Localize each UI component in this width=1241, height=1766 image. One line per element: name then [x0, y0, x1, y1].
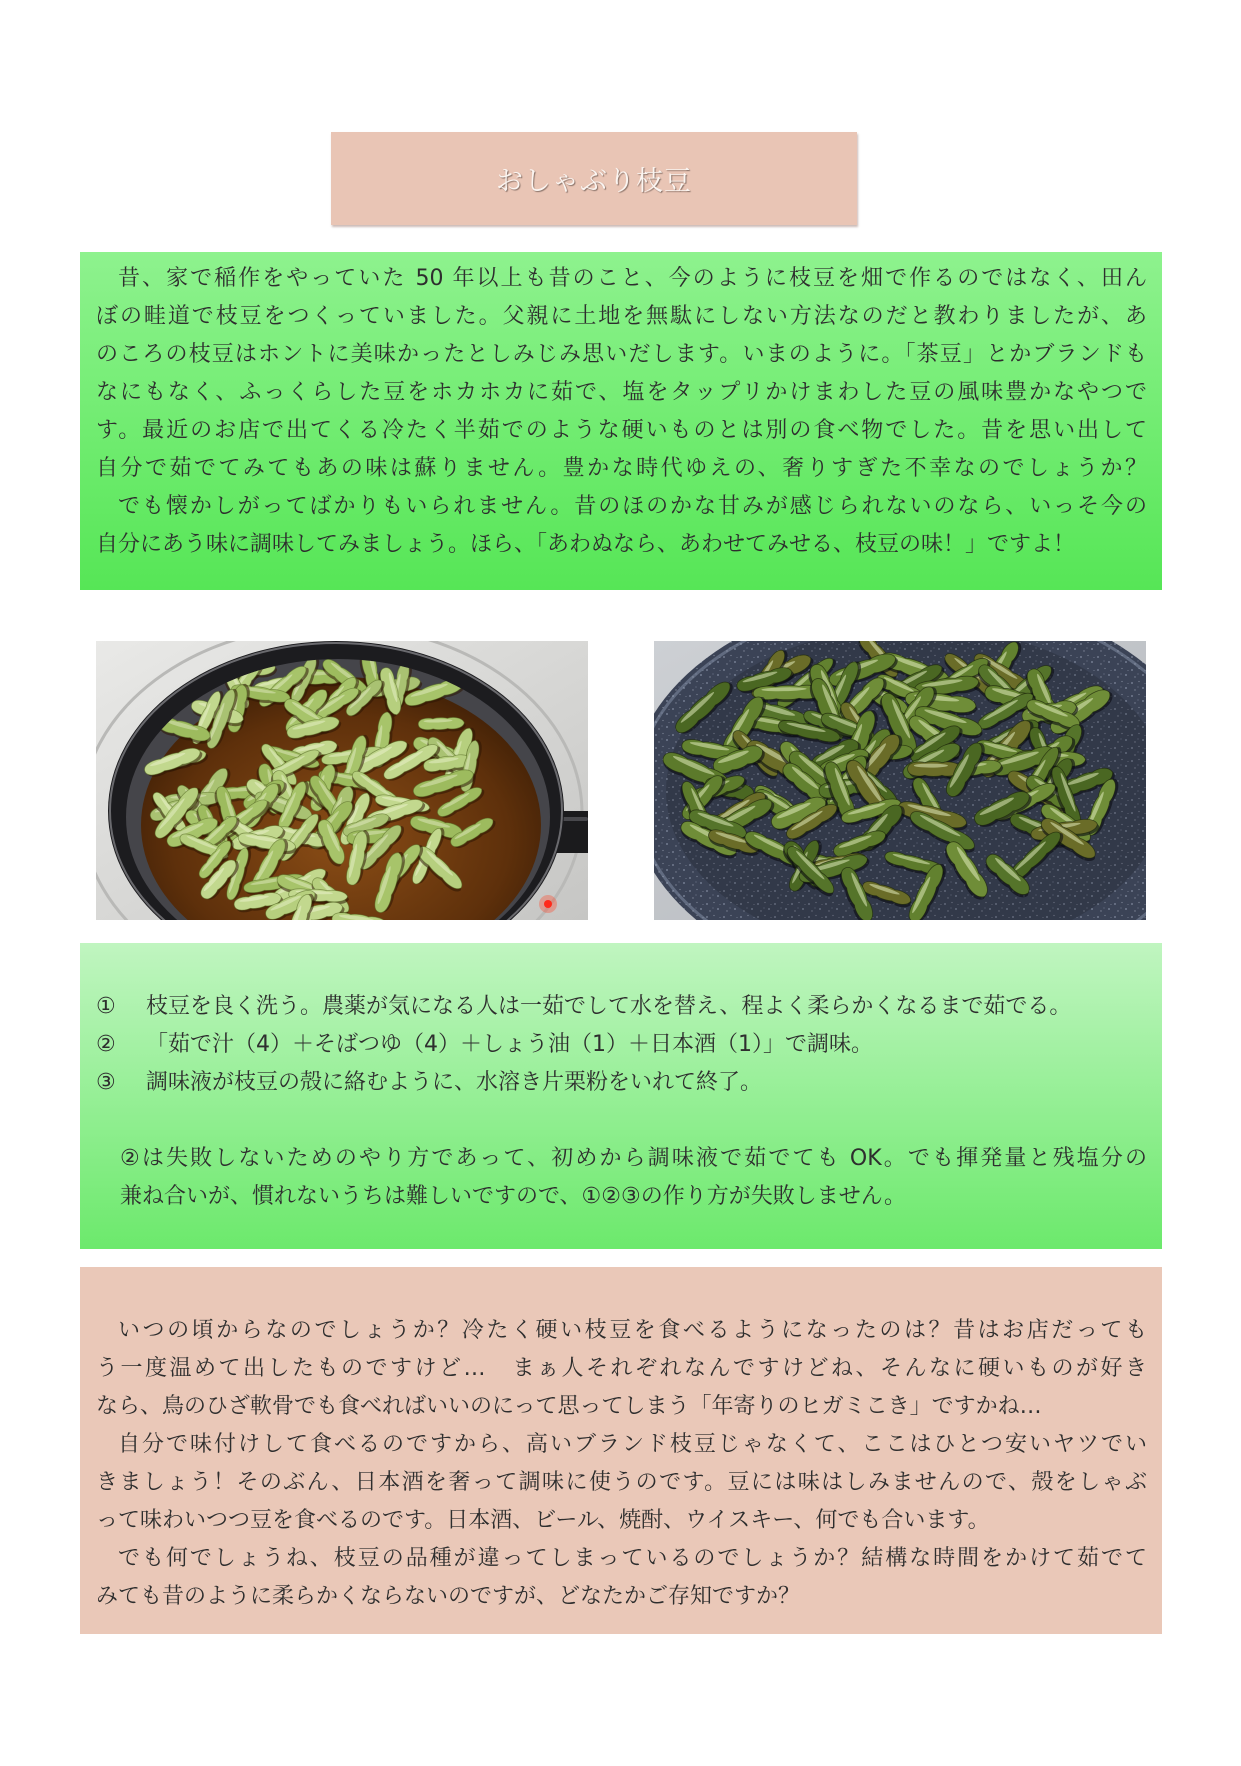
recipe-step [96, 1064, 1147, 1102]
step-number: ① [96, 994, 116, 1019]
essay-line: でも何でしょうね、枝豆の品種が違ってしまっているのでしょうか？結構な時間をかけて茹でて [118, 1546, 1147, 1571]
essay-line: う一度温めて出したものですけど… まぁ人それぞれなんですけどね、そんなに硬いものが好き [96, 1356, 1147, 1381]
recipe-note [120, 1140, 1147, 1216]
indicator-light [544, 900, 552, 908]
intro-panel [80, 252, 1162, 590]
intro-line: 自分にあう味に調味してみましょう。ほら、「あわぬなら、あわせてみせる、枝豆の味！」ですよ！ [96, 532, 1076, 557]
essay-line: いつの頃からなのでしょうか？冷たく硬い枝豆を食べるようになったのは？昔はお店だっても [118, 1318, 1147, 1343]
photo-edamame-on-plate [654, 641, 1146, 920]
essay-panel [80, 1267, 1162, 1634]
step-number: ③ [96, 1070, 116, 1095]
page-title: おしゃぶり枝豆 [496, 166, 692, 197]
intro-line: す。最近のお店で出てくる冷たく半茹でのような硬いものとは別の食べ物でした。昔を思い出して [96, 418, 1147, 443]
plate-photo-canvas [654, 641, 1146, 920]
recipe-step [96, 1026, 1147, 1064]
intro-line: なにもなく、ふっくらした豆をホカホカに茹で、塩をタップリかけまわした豆の風味豊かなやつで [96, 380, 1147, 405]
essay-line: って味わいつつ豆を食べるのです。日本酒、ビール、焼酎、ウイスキー、何でも合います。 [96, 1508, 990, 1533]
intro-line: ぼの畦道で枝豆をつくっていました。父親に土地を無駄にしない方法なのだと教わりましたが、あ [96, 304, 1147, 329]
essay-line: 自分で味付けして食べるのですから、高いブランド枝豆じゃなくて、ここはひとつ安いヤツでい [118, 1432, 1147, 1457]
pan-photo-canvas [96, 641, 588, 920]
step-text: 「茹で汁（4）＋そばつゆ（4）＋しょう油（1）＋日本酒（1）」で調味。 [146, 1032, 873, 1057]
intro-line: 自分で茹でてみてもあの味は蘇りません。豊かな時代ゆえの、奢りすぎた不幸なのでしょうか？ [96, 456, 1147, 481]
step-text: 枝豆を良く洗う。農薬が気になる人は一茹でして水を替え、程よく柔らかくなるまで茹でる。 [146, 994, 1072, 1019]
step-number: ② [96, 1032, 116, 1057]
step-text: 調味液が枝豆の殻に絡むように、水溶き片栗粉をいれて終了。 [146, 1070, 763, 1095]
recipe-note-line: ②は失敗しないためのやり方であって、初めから調味液で茹でても OK。でも揮発量と残塩分の [120, 1146, 1147, 1171]
essay-line: きましょう！そのぶん、日本酒を奢って調味に使うのです。豆には味はしみませんので、殻をしゃぶ [96, 1470, 1147, 1495]
essay-line: なら、鳥のひざ軟骨でも食べればいいのにって思ってしまう「年寄りのヒガミこき」ですかね… [96, 1394, 1042, 1419]
photo-edamame-in-pan [96, 641, 588, 920]
intro-line: 昔、家で稲作をやっていた 50 年以上も昔のこと、今のように枝豆を畑で作るのではなく、田ん [118, 266, 1147, 291]
pod-body [418, 717, 464, 730]
title-banner [331, 132, 857, 225]
intro-line: でも懐かしがってばかりもいられません。昔のほのかな甘みが感じられないのなら、いっそ今の [118, 494, 1147, 519]
essay-line: みても昔のように柔らかくならないのですが、どなたかご存知ですか？ [96, 1584, 801, 1609]
intro-line: のころの枝豆はホントに美味かったとしみじみ思いだします。いまのように。「茶豆」とかブランドも [96, 342, 1147, 367]
recipe-step [96, 988, 1147, 1026]
recipe-note-line: 兼ね合いが、慣れないうちは難しいですので、①②③の作り方が失敗しません。 [120, 1184, 907, 1209]
edamame-pod [418, 717, 466, 733]
recipe-panel [80, 943, 1162, 1249]
